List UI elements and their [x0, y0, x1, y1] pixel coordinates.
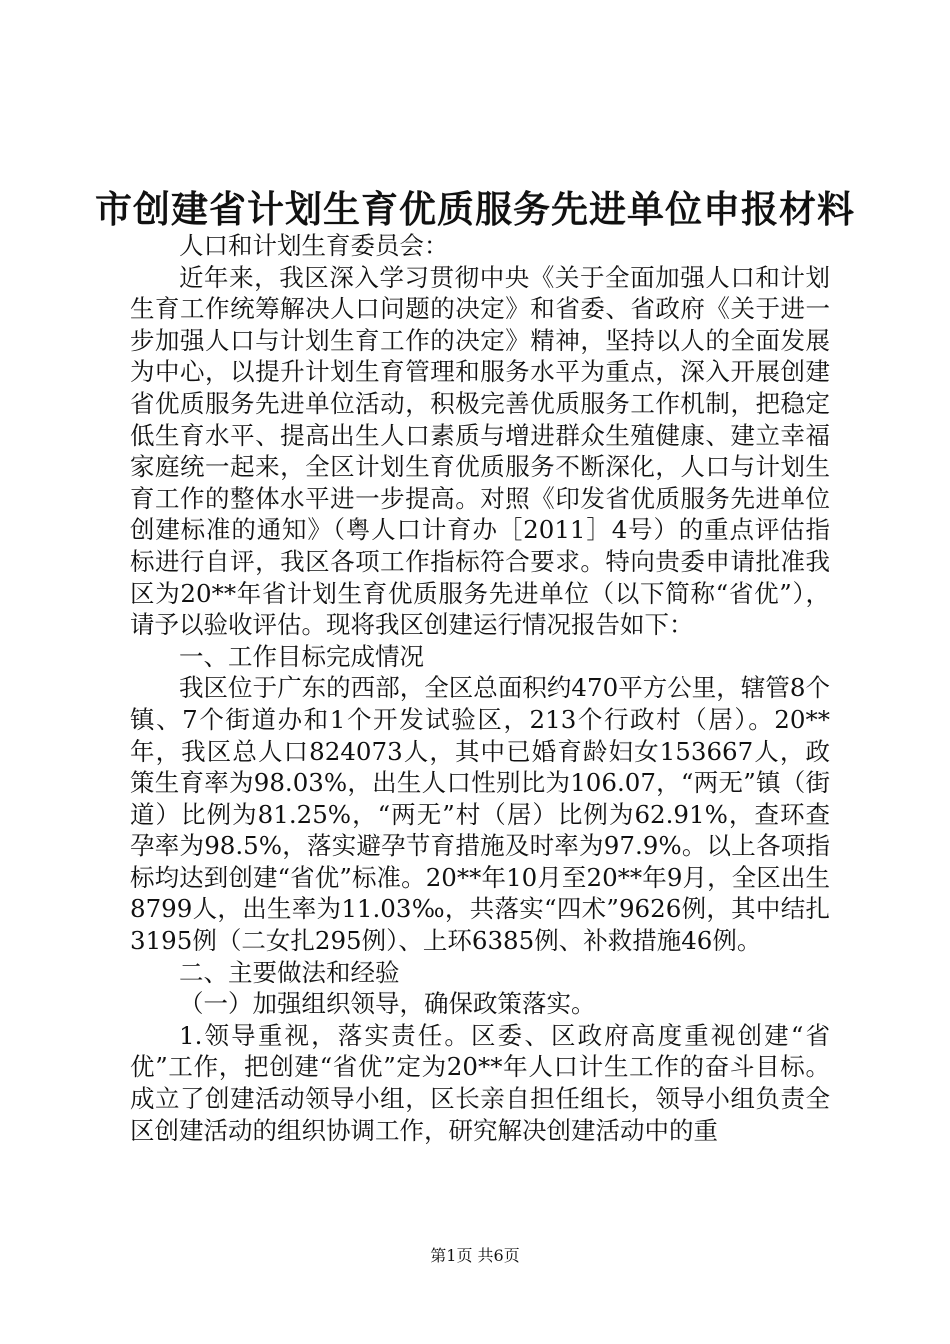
page-number-footer: 第1页 共6页 [430, 1246, 520, 1265]
subsection-1-paragraph: 1.领导重视，落实责任。区委、区政府高度重视创建“省优”工作，把创建“省优”定为20**年人口计生工作的奋斗目标。成立了创建活动领导小组，区长亲自担任组长，领导小组负责全区创建活动的组织协调工作，研究解决创建活动中的重 [130, 1020, 830, 1145]
section-1-paragraph: 我区位于广东的西部，全区总面积约470平方公里，辖管8个镇、7个街道办和1个开发试验区，213个行政村（居）。20**年，我区总人口824073人，其中已婚育龄妇女153667人，政策生育率为98.03%，出生人口性别比为106.07，“两无”镇（街道）比例为81.25%，“两无”村（居）比例为62.91%，查环查孕率为98.5%，落实避孕节育措施及时率为97.9%。以上各项指标均达到创建“省优”标准。20**年10月至20**年9月，全区出生8799人，出生率为11.03‰，共落实“四术”9626例，其中结扎3195例（二女扎295例）、上环6385例、补救措施46例。 [130, 673, 830, 956]
intro-paragraph: 近年来，我区深入学习贯彻中央《关于全面加强人口和计划生育工作统筹解决人口问题的决定》和省委、省政府《关于进一步加强人口与计划生育工作的决定》精神，坚持以人的全面发展为中心，以提升计划生育管理和服务水平为重点，深入开展创建省优质服务先进单位活动，积极完善优质服务工作机制，把稳定低生育水平、提高出生人口素质与增进群众生殖健康、建立幸福家庭统一起来，全区计划生育优质服务不断深化，人口与计划生育工作的整体水平进一步提高。对照《印发省优质服务先进单位创建标准的通知》（粤人口计育办［2011］4号）的重点评估指标进行自评，我区各项工作指标符合要求。特向贵委申请批准我区为20**年省计划生育优质服务先进单位（以下简称“省优”），请予以验收评估。现将我区创建运行情况报告如下： [130, 262, 830, 640]
document-body [130, 230, 830, 1146]
section-heading-2: 二、主要做法和经验 [179, 957, 400, 987]
salutation: 人口和计划生育委员会： [179, 231, 449, 260]
document-title: 市创建省计划生育优质服务先进单位申报材料 [95, 187, 855, 231]
section-heading-1: 一、工作目标完成情况 [179, 641, 424, 671]
subsection-heading-1: （一）加强组织领导，确保政策落实。 [179, 989, 596, 1019]
